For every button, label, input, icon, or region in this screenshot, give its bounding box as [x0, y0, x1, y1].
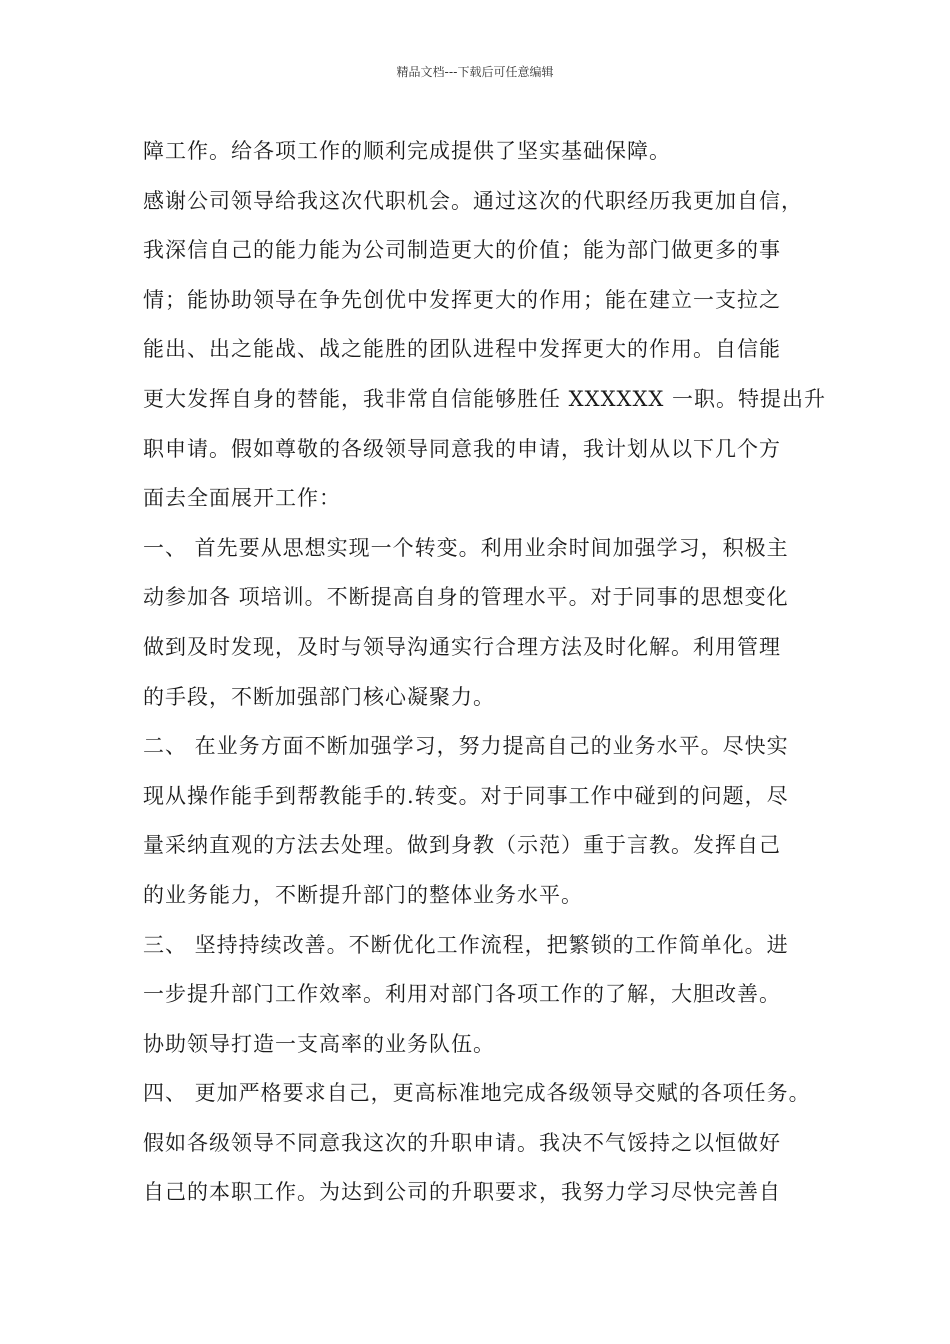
- text-line: 情；能协助领导在争先创优中发挥更大的作用；能在建立一支拉之: [143, 287, 781, 312]
- text-line: 我深信自己的能力能为公司制造更大的价值；能为部门做更多的事: [143, 238, 781, 263]
- text-line: 障工作。给各项工作的顺利完成提供了坚实基础保障。: [143, 139, 671, 163]
- text-line: 一、 首先要从思想实现一个转变。利用业余时间加强学习，积极主: [143, 535, 789, 560]
- text-line: 现从操作能手到帮教能手的.转变。对于同事工作中碰到的问题，尽: [143, 783, 789, 808]
- text-line: 的手段，不断加强部门核心凝聚力。: [143, 684, 495, 709]
- text-line: 量采纳直观的方法去处理。做到身教（示范）重于言教。发挥自己: [143, 833, 781, 858]
- text-line: 自己的本职工作。为达到公司的升职要求，我努力学习尽快完善自: [143, 1180, 781, 1205]
- text-line: 面去全面展开工作：: [143, 486, 341, 511]
- page-header: 精品文档---下载后可任意编辑: [396, 65, 554, 79]
- text-line: 三、 坚持持续改善。不断优化工作流程，把繁锁的工作简单化。进: [143, 932, 789, 957]
- text-line: 协助领导打造一支高率的业务队伍。: [143, 1031, 495, 1056]
- text-line: 能出、出之能战、战之能胜的团队进程中发挥更大的作用。自信能: [143, 337, 781, 362]
- text-line: 一步提升部门工作效率。利用对部门各项工作的了解，大胆改善。: [143, 982, 781, 1007]
- text-line: 二、 在业务方面不断加强学习，努力提高自己的业务水平。尽快实: [143, 734, 789, 759]
- text-line: 职申请。假如尊敬的各级领导同意我的申请，我计划从以下几个方: [143, 436, 781, 461]
- document-body: [143, 127, 833, 1218]
- text-line: 更大发挥自身的替能，我非常自信能够胜任 XXXXXX 一职。特提出升: [143, 386, 827, 411]
- text-line: 感谢公司领导给我这次代职机会。通过这次的代职经历我更加自信，: [143, 188, 803, 213]
- text-line: 动参加各 项培训。不断提高自身的管理水平。对于同事的思想变化: [143, 585, 789, 610]
- text-line: 假如各级领导不同意我这次的升职申请。我决不气馁持之以恒做好: [143, 1130, 781, 1155]
- text-line: 做到及时发现，及时与领导沟通实行合理方法及时化解。利用管理: [143, 634, 781, 659]
- text-line: 的业务能力，不断提升部门的整体业务水平。: [143, 882, 583, 907]
- text-line: 四、 更加严格要求自己，更高标准地完成各级领导交赋的各项任务。: [143, 1081, 811, 1106]
